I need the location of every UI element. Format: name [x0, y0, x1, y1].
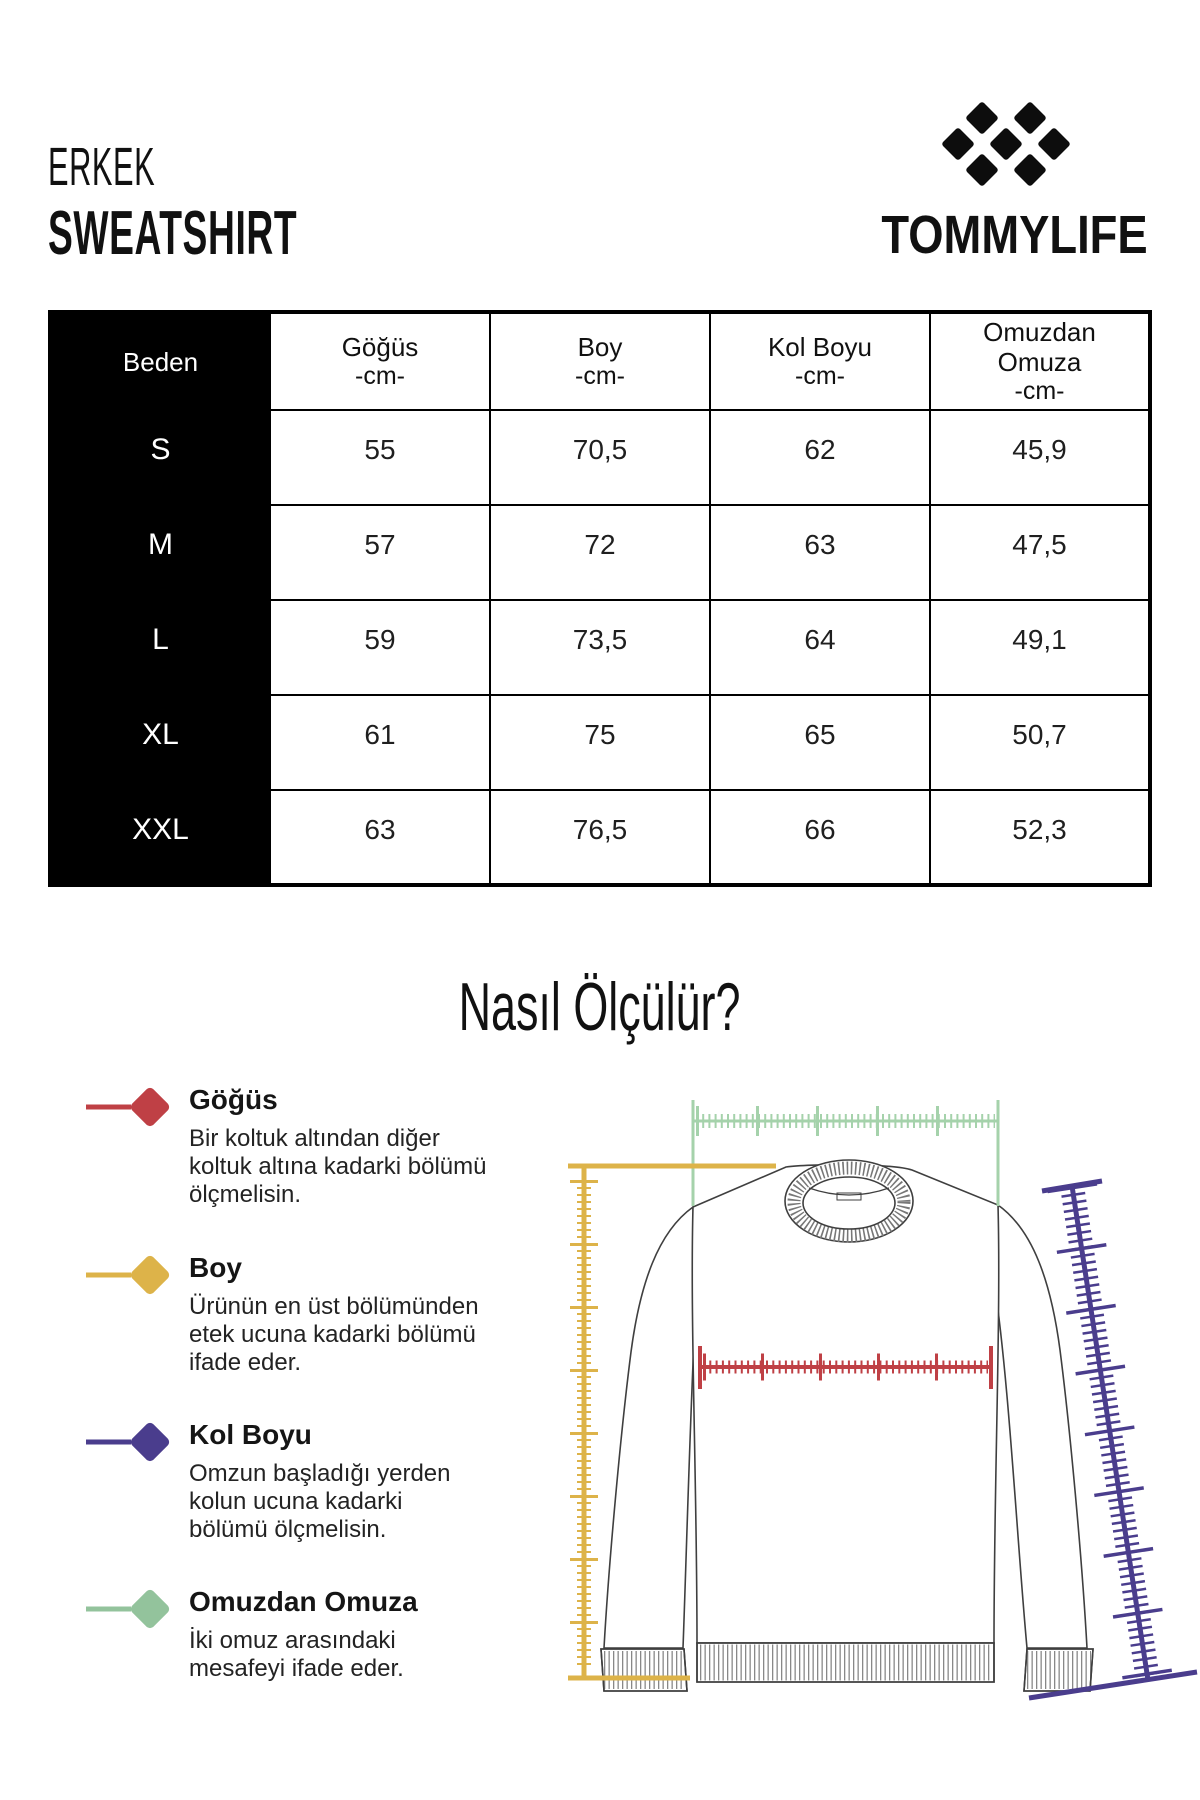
sweatshirt-illustration	[601, 1160, 1093, 1691]
value-cell: 64	[710, 600, 930, 695]
product-name	[48, 198, 463, 269]
col-header-gogus: Göğüs -cm-	[270, 312, 490, 410]
value-cell: 57	[270, 505, 490, 600]
legend-item-description: İki omuz arasındaki mesafeyi ifade eder.	[189, 1627, 404, 1682]
value-cell: 73,5	[490, 600, 710, 695]
value-cell: 45,9	[930, 410, 1150, 505]
value-cell: 63	[710, 505, 930, 600]
legend-item-description: Ürünün en üst bölümünden etek ucuna kadarki bölümü ifade eder.	[189, 1293, 479, 1376]
col-header-beden: Beden	[50, 312, 270, 410]
value-cell: 59	[270, 600, 490, 695]
gogus-diamond-icon	[85, 1083, 177, 1131]
value-cell: 61	[270, 695, 490, 790]
value-cell: 52,3	[930, 790, 1150, 885]
value-cell: 72	[490, 505, 710, 600]
col-header-omuzdan-omuza: Omuzdan Omuza -cm-	[930, 312, 1150, 410]
value-cell: 62	[710, 410, 930, 505]
value-cell: 65	[710, 695, 930, 790]
brand-name	[856, 204, 1156, 266]
legend-item-description: Bir koltuk altından diğer koltuk altına kadarki bölümü ölçmelisin.	[189, 1125, 487, 1208]
value-cell: 50,7	[930, 695, 1150, 790]
size-label: XL	[50, 695, 270, 790]
legend-item-gogus	[85, 1085, 534, 1209]
size-label: S	[50, 410, 270, 505]
omuzdan-omuza-diamond-icon	[85, 1585, 177, 1633]
value-cell: 49,1	[930, 600, 1150, 695]
brand-name-text: TOMMYLIFE	[881, 205, 1148, 265]
size-label: M	[50, 505, 270, 600]
col-header-boy: Boy -cm-	[490, 312, 710, 410]
product-category-text: ERKEK	[48, 137, 156, 197]
value-cell: 70,5	[490, 410, 710, 505]
col-header-kol-boyu: Kol Boyu -cm-	[710, 312, 930, 410]
brand-logo-diamonds-icon	[915, 96, 1115, 192]
size-row-s	[50, 410, 1150, 505]
legend-item-description: Omzun başladığı yerden kolun ucuna kadarki bölümü ölçmelisin.	[189, 1460, 451, 1543]
size-row-l	[50, 600, 1150, 695]
value-cell: 75	[490, 695, 710, 790]
value-cell: 66	[710, 790, 930, 885]
product-name-text: SWEATSHIRT	[48, 199, 298, 268]
size-row-m	[50, 505, 1150, 600]
legend-item-title: Omuzdan Omuza	[189, 1586, 418, 1617]
size-table	[48, 310, 1152, 887]
boy-diamond-icon	[85, 1251, 177, 1299]
size-row-xl	[50, 695, 1150, 790]
size-label: XXL	[50, 790, 270, 885]
legend-item-title: Kol Boyu	[189, 1419, 312, 1450]
measure-section-title: Nasıl Ölçülür?	[459, 969, 741, 1045]
size-label: L	[50, 600, 270, 695]
sweatshirt-diagram	[500, 1000, 1200, 1720]
legend-item-kol-boyu	[85, 1420, 534, 1544]
legend-item-title: Boy	[189, 1252, 242, 1283]
value-cell: 47,5	[930, 505, 1150, 600]
legend-item-boy	[85, 1253, 534, 1377]
legend-item-omuzdan-omuza	[85, 1587, 534, 1683]
product-category	[48, 136, 236, 198]
size-table-header-row	[50, 312, 1150, 410]
value-cell: 55	[270, 410, 490, 505]
legend-item-title: Göğüs	[189, 1084, 278, 1115]
value-cell: 63	[270, 790, 490, 885]
value-cell: 76,5	[490, 790, 710, 885]
kol-boyu-diamond-icon	[85, 1418, 177, 1466]
size-row-xxl	[50, 790, 1150, 885]
